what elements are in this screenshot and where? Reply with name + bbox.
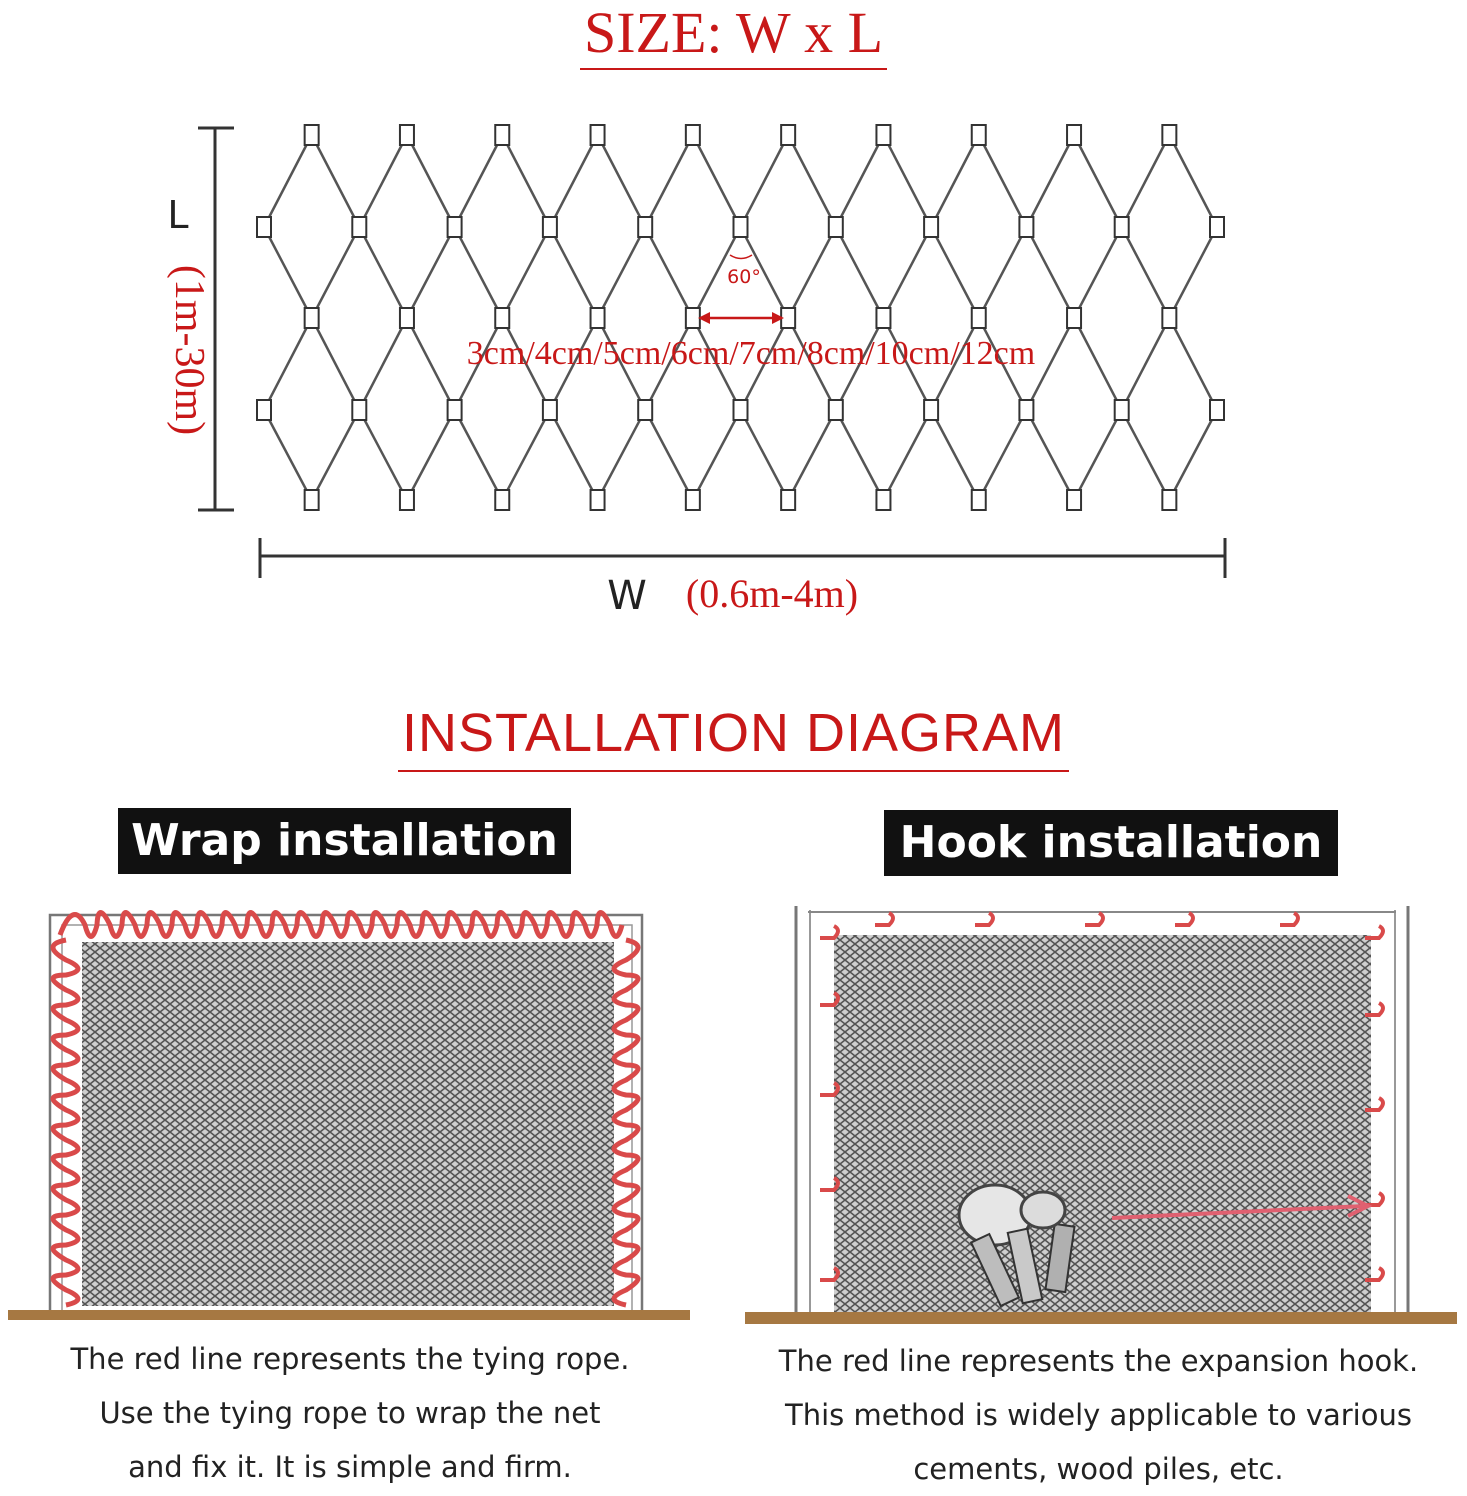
wrap-illustration	[8, 913, 690, 1321]
net-knot	[1019, 217, 1033, 237]
net-knot	[495, 490, 509, 510]
wrap-caption-line: and fix it. It is simple and firm.	[128, 1450, 572, 1484]
net-knot	[257, 400, 271, 420]
wrap-caption	[0, 1332, 700, 1494]
net-knot	[1067, 490, 1081, 510]
mesh-size-options: 3cm/4cm/5cm/6cm/7cm/8cm/10cm/12cm	[466, 335, 1036, 372]
hook-installation-label: Hook installation	[884, 810, 1338, 876]
length-range: (1m-30m)	[166, 264, 212, 436]
net-knot	[543, 217, 557, 237]
hook-ground	[745, 1312, 1457, 1324]
net-knot	[734, 400, 748, 420]
net-knot	[972, 125, 986, 145]
net-knot	[591, 490, 605, 510]
net-knot	[495, 308, 509, 328]
wrap-caption-line: Use the tying rope to wrap the net	[99, 1396, 601, 1430]
net-knot	[924, 400, 938, 420]
net-knot	[1067, 125, 1081, 145]
net-knot	[829, 400, 843, 420]
wrap-rope-left	[53, 940, 78, 1305]
installation-title: INSTALLATION DIAGRAM	[0, 698, 1467, 772]
net-knot	[591, 125, 605, 145]
net-knot	[1067, 308, 1081, 328]
net-knot	[305, 125, 319, 145]
net-knot	[781, 490, 795, 510]
net-knot	[1115, 217, 1129, 237]
net-knot	[495, 125, 509, 145]
net-knot	[972, 308, 986, 328]
net-knot	[448, 400, 462, 420]
hook-caption-line: cements, wood piles, etc.	[913, 1452, 1284, 1486]
net-knot	[829, 217, 843, 237]
wrap-caption-line: The red line represents the tying rope.	[70, 1342, 630, 1376]
net-knot	[638, 400, 652, 420]
net-knot	[924, 217, 938, 237]
hook-net	[834, 935, 1371, 1312]
expansion-hook	[975, 913, 993, 925]
expansion-hook	[1365, 926, 1383, 938]
net-knot	[686, 308, 700, 328]
net-knot	[591, 308, 605, 328]
net-knot	[543, 400, 557, 420]
width-range: (0.6m-4m)	[685, 571, 859, 616]
net-knot	[352, 400, 366, 420]
expansion-hook	[1280, 913, 1298, 925]
net-knot	[686, 125, 700, 145]
net-knot	[876, 490, 890, 510]
spacing-arrow	[698, 312, 784, 324]
size-title: SIZE: W x L	[0, 2, 1467, 70]
net-knot	[1162, 308, 1176, 328]
wrap-net	[82, 942, 614, 1306]
hook-caption-line: This method is widely applicable to various	[785, 1398, 1412, 1432]
expansion-hook	[1085, 913, 1103, 925]
net-knot	[400, 125, 414, 145]
expansion-hook	[1175, 913, 1193, 925]
wrap-installation-label: Wrap installation	[118, 808, 571, 874]
net-knot	[876, 125, 890, 145]
hook-illustration	[745, 906, 1457, 1324]
net-knot	[1210, 217, 1224, 237]
net-knot	[972, 490, 986, 510]
net-knot	[686, 490, 700, 510]
length-letter: L	[167, 193, 189, 237]
net-knot	[400, 308, 414, 328]
net-knot	[1019, 400, 1033, 420]
width-letter: W	[607, 573, 647, 619]
net-knot	[305, 490, 319, 510]
net-knot	[1115, 400, 1129, 420]
wrap-ground	[8, 1310, 690, 1320]
net-knot	[734, 217, 748, 237]
net-knot	[400, 490, 414, 510]
hook-caption	[730, 1334, 1467, 1496]
net-knot	[781, 125, 795, 145]
angle-arc	[730, 255, 752, 259]
net-knot	[638, 217, 652, 237]
net-knot	[1162, 490, 1176, 510]
wrap-rope-right	[614, 940, 638, 1305]
angle-label: 60°	[727, 266, 761, 288]
hook-caption-line: The red line represents the expansion hook.	[778, 1344, 1419, 1378]
net-knot	[876, 308, 890, 328]
net-knot	[352, 217, 366, 237]
net-knot	[257, 217, 271, 237]
net-knot	[305, 308, 319, 328]
expansion-hook	[820, 926, 838, 938]
expansion-hook	[875, 913, 893, 925]
net-knot	[448, 217, 462, 237]
net-knot	[1210, 400, 1224, 420]
net-knot	[1162, 125, 1176, 145]
